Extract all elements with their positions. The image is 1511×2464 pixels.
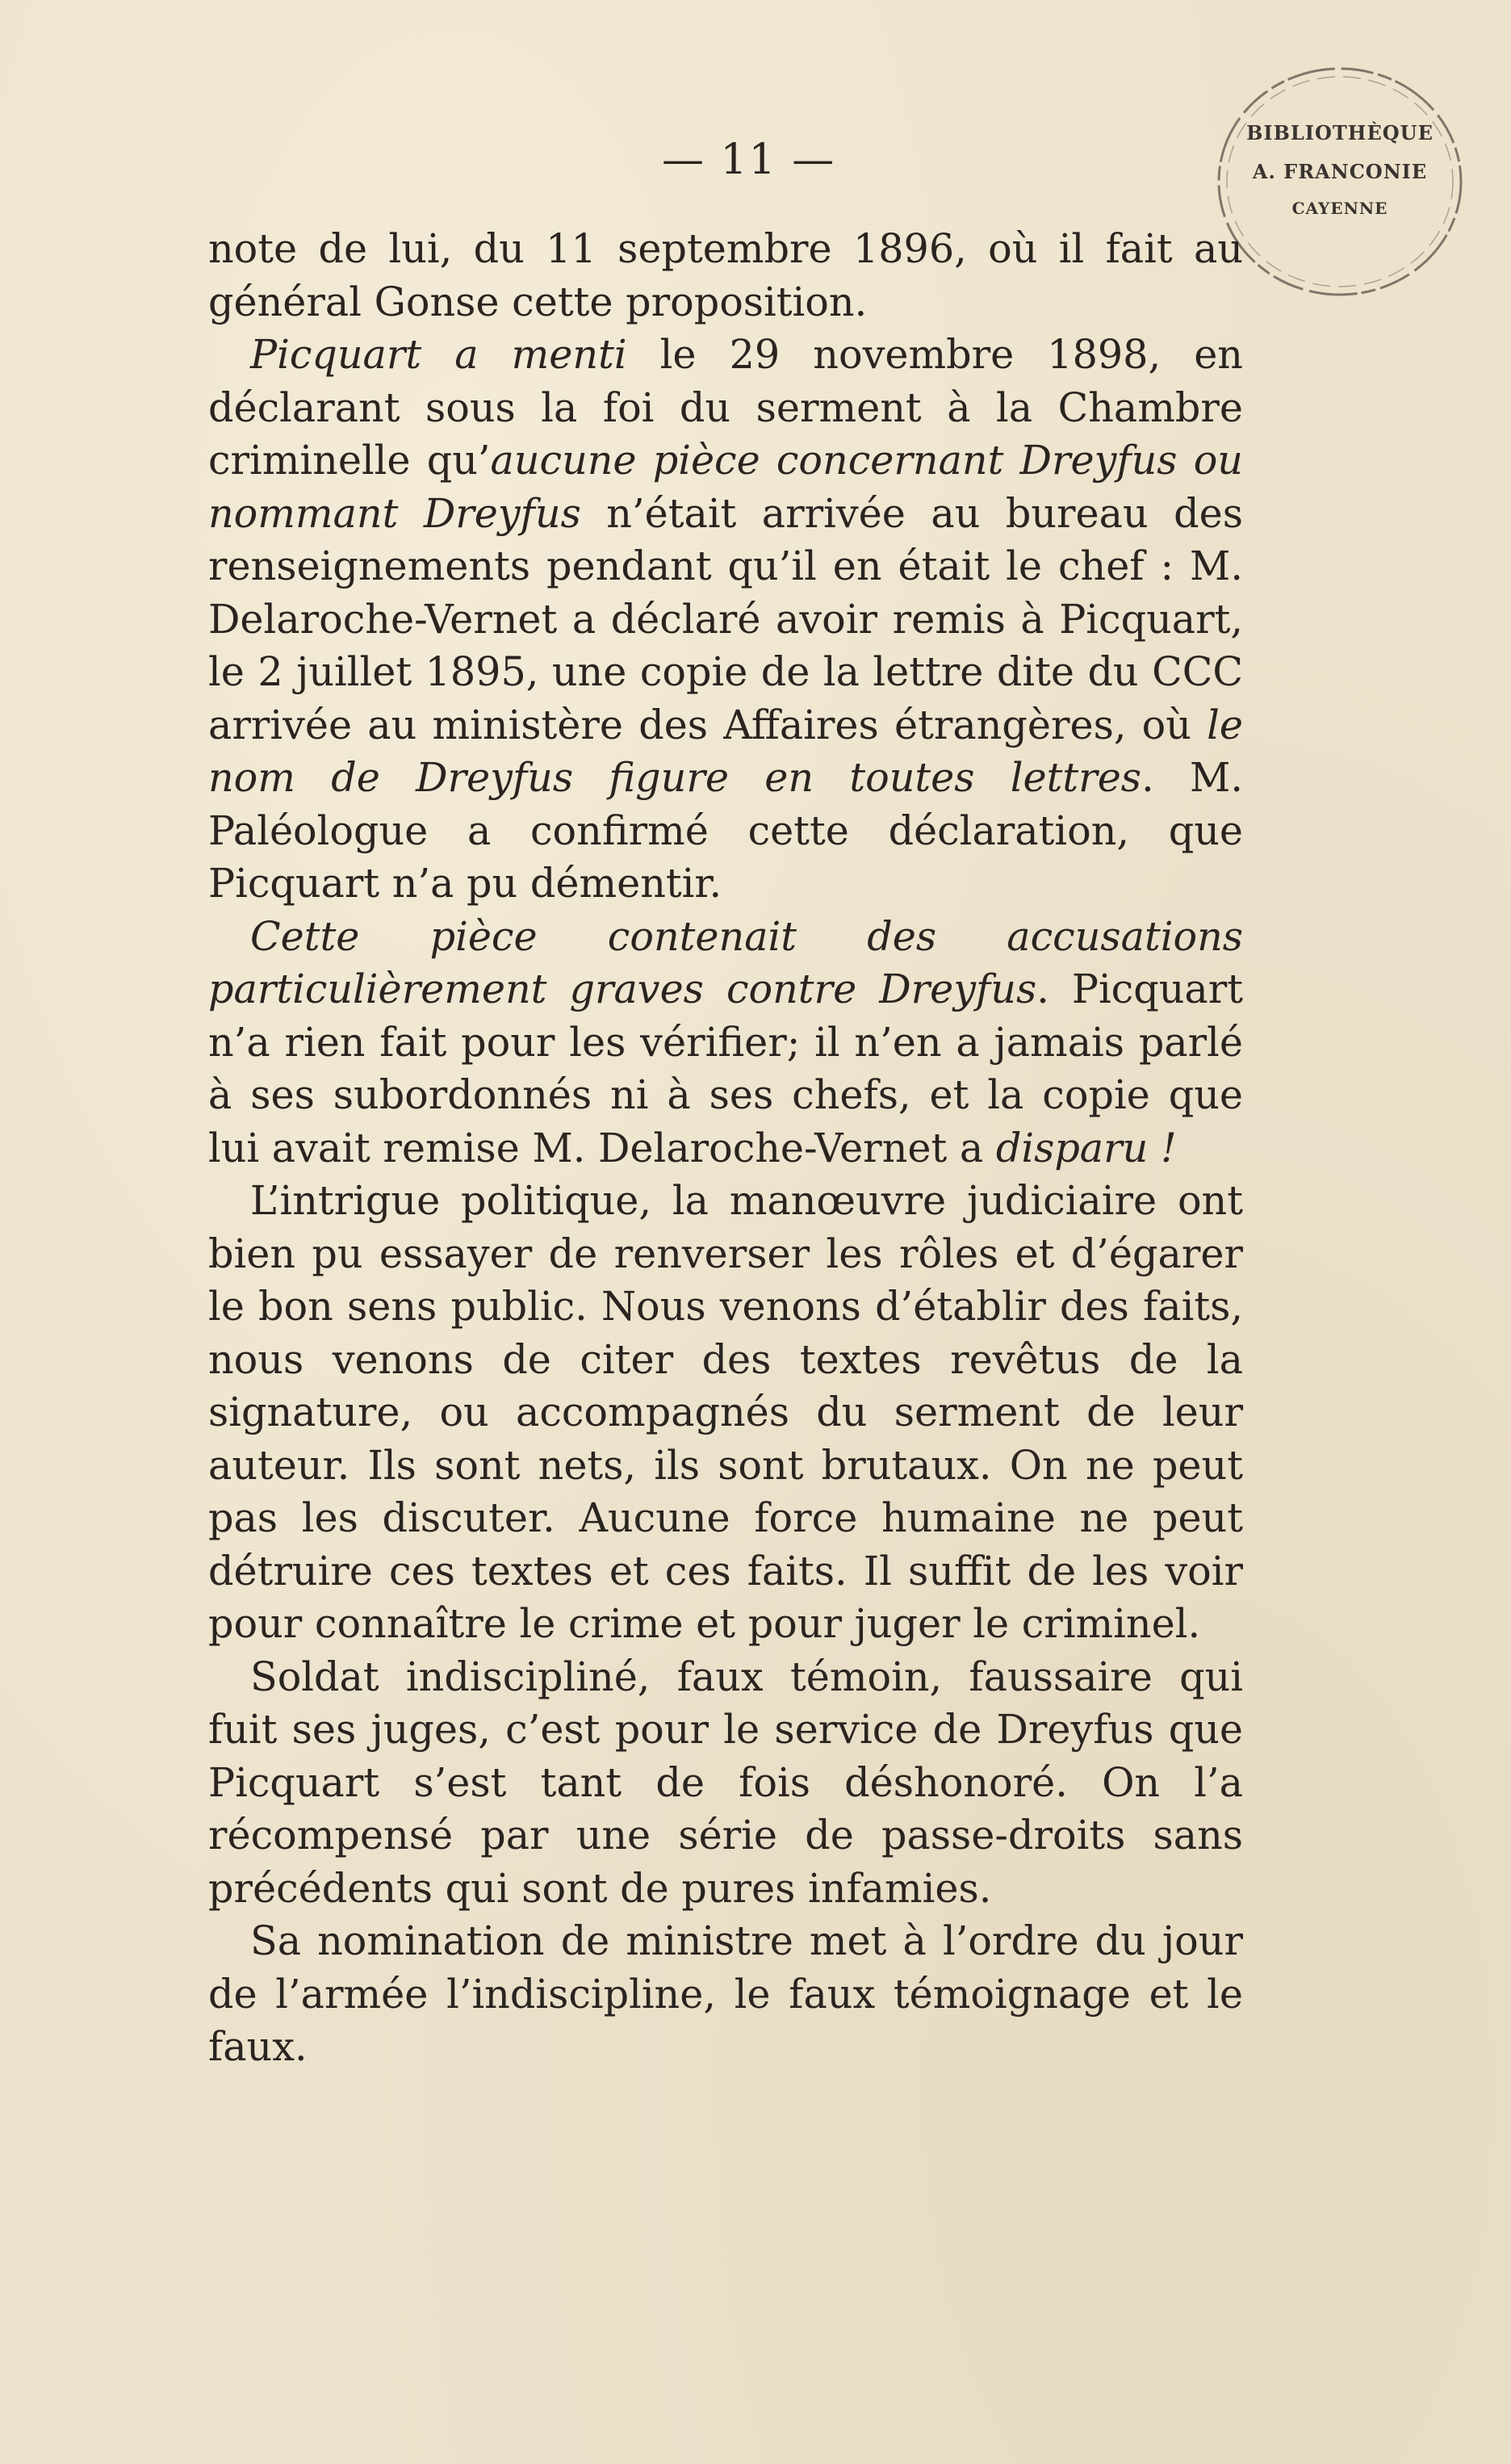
paragraph — [208, 223, 1243, 329]
body-text — [208, 223, 1243, 2074]
page-number: — 11 — — [662, 136, 836, 184]
paragraph — [208, 1175, 1243, 1651]
text-run: . M. Paléologue a confirmé cette déclaration, que Picquart n’a pu démentir. — [208, 754, 1243, 907]
italic-text: Picquart a menti — [250, 331, 627, 378]
text-run: le 29 novembre 1898, en déclarant sous la foi du serment à la Chambre criminelle qu’ — [208, 331, 1243, 484]
paragraph — [208, 1651, 1243, 1916]
stamp-line-2: A. FRANCONIE — [1252, 160, 1428, 183]
text-run: Soldat indiscipliné, faux témoin, faussaire qui fuit ses juges, c’est pour le service de Dreyfus que Picquart s’est tant de fois déshonoré. On l’a récompensé par une série de passe-droits sans précédents qui sont de pures infamies. — [208, 1653, 1243, 1912]
text-run: Sa nomination de ministre met à l’ordre du jour de l’armée l’indiscipline, le faux témoignage et le faux. — [208, 1917, 1243, 2070]
stamp-line-1: BIBLIOTHÈQUE — [1246, 121, 1434, 145]
stamp-line-3: CAYENNE — [1291, 199, 1388, 218]
text-run: L’intrigue politique, la manœuvre judiciaire ont bien pu essayer de renverser les rôles et d’égarer le bon sens public. Nous venons d’établir des faits, nous venons de citer des textes revêtus de la signature, ou accompagnés du serment de leur auteur. Ils sont nets, ils sont brutaux. On ne peut pas les discuter. Aucune force humaine ne peut détruire ces textes et ces faits. Il suffit de les voir pour connaître le crime et pour juger le criminel. — [208, 1177, 1243, 1647]
paragraph — [208, 329, 1243, 911]
italic-text: disparu ! — [995, 1124, 1177, 1171]
italic-text: Cette pièce contenait des accusations particulièrement graves contre Dreyfus — [208, 912, 1243, 1012]
italic-text: aucune pièce concernant Dreyfus ou nommant Dreyfus — [208, 437, 1243, 537]
text-run: n’était arrivée au bureau des renseignements pendant qu’il en était le chef : M. Delaroche-Vernet a déclaré avoir remis à Picquart, le 2 juillet 1895, une copie de la lettre dite du CCC arrivée au ministère des Affaires étrangères, où — [208, 489, 1243, 748]
italic-text: le nom de Dreyfus figure en toutes lettres — [208, 701, 1243, 801]
text-run: note de lui, du 11 septembre 1896, où il fait au général Gonse cette proposition. — [208, 225, 1243, 325]
text-run: . Picquart n’a rien fait pour les vérifier; il n’en a jamais parlé à ses subordonnés ni à ses chefs, et la copie que lui avait remise M. Delaroche-Vernet a — [208, 966, 1243, 1171]
paragraph — [208, 1915, 1243, 2074]
paragraph — [208, 911, 1243, 1175]
